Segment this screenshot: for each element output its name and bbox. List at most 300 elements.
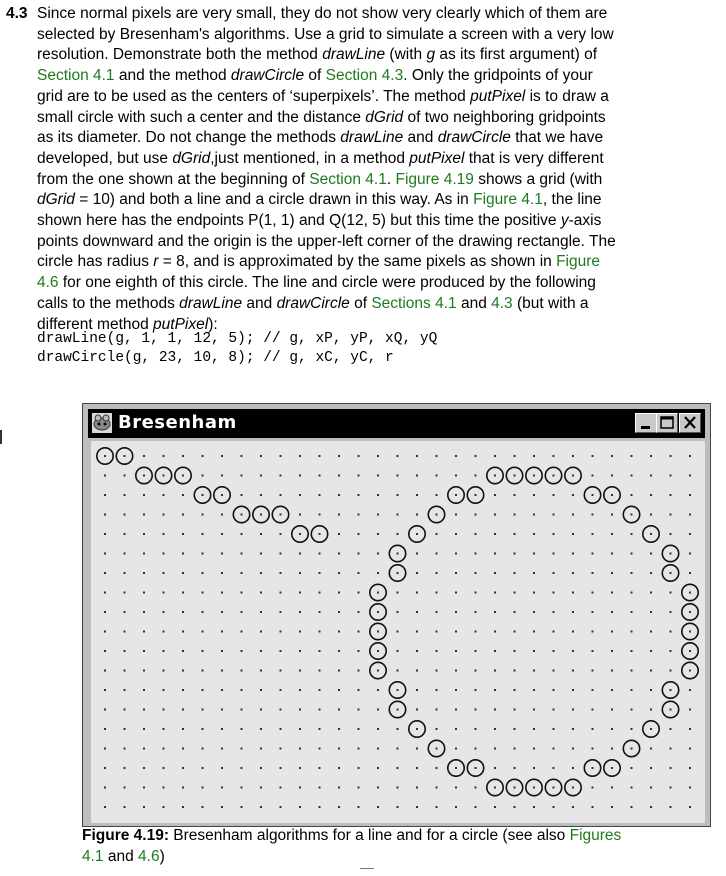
grid-point (592, 767, 594, 769)
grid-point (338, 553, 340, 555)
grid-point (319, 787, 321, 789)
grid-point (104, 709, 106, 711)
grid-point (358, 514, 360, 516)
grid-point (592, 670, 594, 672)
caption-link-4-6[interactable]: 4.6 (138, 847, 160, 865)
grid-point (514, 767, 516, 769)
exercise-text (37, 4, 721, 335)
grid-point (572, 514, 574, 516)
grid-point (260, 611, 262, 613)
grid-point (475, 748, 477, 750)
grid-point (260, 494, 262, 496)
bresenham-window[interactable] (82, 403, 711, 827)
grid-point (475, 611, 477, 613)
grid-point (163, 709, 165, 711)
caption-and: and (103, 847, 139, 865)
grid-point (455, 611, 457, 613)
text-segment: (but with a (512, 294, 589, 312)
grid-point (397, 767, 399, 769)
grid-point (514, 572, 516, 574)
grid-point (553, 670, 555, 672)
grid-point (241, 592, 243, 594)
grid-point (611, 670, 613, 672)
grid-point (280, 748, 282, 750)
grid-point (670, 689, 672, 691)
grid-point (163, 787, 165, 789)
grid-point (416, 767, 418, 769)
grid-point (319, 806, 321, 808)
grid-point (338, 650, 340, 652)
grid-point (553, 592, 555, 594)
grid-point (260, 572, 262, 574)
grid-point (670, 787, 672, 789)
grid-point (124, 748, 126, 750)
grid-point (650, 787, 652, 789)
grid-point (377, 553, 379, 555)
grid-point (670, 572, 672, 574)
grid-point (202, 475, 204, 477)
grid-point (202, 592, 204, 594)
grid-point (241, 728, 243, 730)
grid-point (592, 475, 594, 477)
grid-point (689, 806, 691, 808)
grid-point (163, 533, 165, 535)
grid-point (397, 455, 399, 457)
grid-point (143, 631, 145, 633)
grid-point (631, 670, 633, 672)
grid-point (416, 592, 418, 594)
grid-point (124, 572, 126, 574)
close-button[interactable] (679, 413, 701, 433)
grid-point (455, 670, 457, 672)
grid-point (494, 650, 496, 652)
grid-point (416, 611, 418, 613)
grid-point (182, 611, 184, 613)
text-segment: as its first argument) of (435, 46, 598, 64)
grid-point (611, 455, 613, 457)
grid-point (689, 728, 691, 730)
grid-point (514, 455, 516, 457)
text-segment: ): (208, 315, 218, 333)
grid-point (572, 631, 574, 633)
grid-point (124, 533, 126, 535)
grid-point (416, 494, 418, 496)
cross-reference-link[interactable]: Section 4.1 (309, 170, 387, 188)
grid-point (280, 787, 282, 789)
text-segment: . (386, 170, 396, 188)
grid-point (689, 514, 691, 516)
grid-point (650, 748, 652, 750)
grid-point (631, 631, 633, 633)
grid-point (494, 728, 496, 730)
grid-point (553, 631, 555, 633)
text-segment: . Only the gridpoints of your (403, 67, 593, 85)
grid-point (514, 611, 516, 613)
grid-point (104, 553, 106, 555)
grid-point (455, 475, 457, 477)
grid-point (650, 767, 652, 769)
grid-point (221, 592, 223, 594)
grid-point (494, 787, 496, 789)
grid-point (553, 689, 555, 691)
grid-point (280, 592, 282, 594)
grid-point (533, 728, 535, 730)
grid-point (182, 455, 184, 457)
grid-point (260, 475, 262, 477)
grid-point (260, 787, 262, 789)
exercise-number: 4.3 (6, 5, 28, 22)
grid-point (631, 689, 633, 691)
grid-point (455, 767, 457, 769)
grid-point (202, 650, 204, 652)
grid-point (689, 455, 691, 457)
grid-point (202, 514, 204, 516)
grid-point (377, 592, 379, 594)
grid-point (592, 650, 594, 652)
grid-point (475, 787, 477, 789)
grid-point (650, 631, 652, 633)
grid-point (260, 553, 262, 555)
cross-reference-link[interactable]: Figure (556, 253, 601, 271)
grid-point (494, 689, 496, 691)
grid-point (182, 670, 184, 672)
grid-point (241, 670, 243, 672)
grid-point (163, 806, 165, 808)
grid-point (572, 455, 574, 457)
grid-point (299, 553, 301, 555)
cross-reference-link[interactable]: 4.3 (491, 294, 513, 312)
grid-point (514, 728, 516, 730)
grid-point (338, 787, 340, 789)
grid-point (553, 611, 555, 613)
grid-point (689, 709, 691, 711)
grid-point (124, 514, 126, 516)
grid-point (514, 553, 516, 555)
grid-point (319, 767, 321, 769)
grid-point (260, 670, 262, 672)
cross-reference-link[interactable]: Section 4.1 (37, 67, 115, 85)
grid-point (397, 728, 399, 730)
grid-point (358, 475, 360, 477)
grid-point (319, 709, 321, 711)
grid-point (416, 533, 418, 535)
grid-point (124, 611, 126, 613)
grid-point (650, 475, 652, 477)
text-segment: calls to the methods (37, 294, 180, 312)
grid-point (475, 533, 477, 535)
exercise-line (37, 87, 721, 108)
grid-point (416, 728, 418, 730)
grid-point (436, 533, 438, 535)
grid-point (397, 806, 399, 808)
grid-point (572, 592, 574, 594)
minimize-button[interactable] (635, 413, 657, 433)
grid-point (358, 533, 360, 535)
grid-point (221, 650, 223, 652)
grid-point (319, 494, 321, 496)
grid-point (358, 631, 360, 633)
emphasis-text: r (153, 253, 159, 271)
grid-point (338, 670, 340, 672)
grid-point (182, 553, 184, 555)
grid-point (611, 650, 613, 652)
grid-point (631, 748, 633, 750)
grid-point (319, 611, 321, 613)
grid-point (124, 592, 126, 594)
grid-point (494, 767, 496, 769)
grid-point (416, 806, 418, 808)
grid-point (397, 592, 399, 594)
grid-point (611, 709, 613, 711)
grid-point (475, 592, 477, 594)
grid-point (124, 709, 126, 711)
grid-point (494, 494, 496, 496)
grid-point (397, 572, 399, 574)
emphasis-text: g (426, 46, 436, 64)
cross-reference-link[interactable]: Figure 4.1 (473, 191, 543, 209)
grid-point (221, 455, 223, 457)
grid-point (611, 728, 613, 730)
grid-point (533, 592, 535, 594)
text-segment: shows a grid (with (473, 170, 603, 188)
grid-point (182, 572, 184, 574)
grid-point (689, 592, 691, 594)
grid-point (455, 592, 457, 594)
grid-point (202, 533, 204, 535)
grid-point (631, 709, 633, 711)
text-segment: of (304, 67, 326, 85)
grid-point (689, 670, 691, 672)
grid-point (611, 611, 613, 613)
grid-point (124, 806, 126, 808)
grid-point (670, 631, 672, 633)
grid-point (143, 767, 145, 769)
grid-point (260, 514, 262, 516)
grid-point (494, 748, 496, 750)
grid-point (611, 787, 613, 789)
grid-point (338, 728, 340, 730)
grid-point (241, 572, 243, 574)
grid-point (494, 631, 496, 633)
grid-point (611, 533, 613, 535)
grid-point (592, 709, 594, 711)
grid-point (475, 572, 477, 574)
grid-point (280, 728, 282, 730)
grid-point (202, 709, 204, 711)
code-line-drawcircle: drawCircle(g, 23, 10, 8); // g, xC, yC, r (37, 350, 394, 366)
cross-reference-link[interactable]: 4.6 (37, 274, 59, 292)
grid-point (416, 553, 418, 555)
grid-point (553, 572, 555, 574)
grid-point (553, 806, 555, 808)
grid-point (650, 514, 652, 516)
grid-point (104, 748, 106, 750)
grid-point (280, 455, 282, 457)
grid-point (358, 494, 360, 496)
grid-point (397, 787, 399, 789)
grid-point (572, 709, 574, 711)
grid-point (631, 806, 633, 808)
grid-point (182, 514, 184, 516)
grid-point (475, 650, 477, 652)
grid-point (241, 533, 243, 535)
grid-point (533, 670, 535, 672)
grid-point (124, 670, 126, 672)
grid-point (358, 592, 360, 594)
grid-point (475, 806, 477, 808)
grid-point (104, 572, 106, 574)
grid-point (299, 455, 301, 457)
grid-point (202, 728, 204, 730)
grid-point (104, 787, 106, 789)
grid-point (455, 455, 457, 457)
grid-point (202, 670, 204, 672)
grid-point (143, 728, 145, 730)
grid-point (689, 475, 691, 477)
grid-point (631, 533, 633, 535)
cross-reference-link[interactable]: Sections 4.1 (371, 294, 457, 312)
grid-point (592, 572, 594, 574)
grid-point (124, 728, 126, 730)
grid-point (611, 748, 613, 750)
grid-point (670, 670, 672, 672)
text-segment: selected by Bresenham's algorithms. Use a grid to simulate a screen with a very low (37, 25, 614, 43)
grid-point (397, 689, 399, 691)
grid-point (631, 475, 633, 477)
grid-point (611, 767, 613, 769)
grid-point (319, 553, 321, 555)
superpixel-grid (91, 441, 705, 823)
grid-point (163, 611, 165, 613)
grid-point (494, 709, 496, 711)
grid-point (377, 728, 379, 730)
grid-point (572, 728, 574, 730)
grid-point (319, 533, 321, 535)
text-segment: shown here has the endpoints P(1, 1) and Q(12, 5) but this time the positive (37, 212, 561, 230)
grid-point (670, 553, 672, 555)
emphasis-text: drawLine (322, 46, 386, 64)
grid-point (358, 650, 360, 652)
grid-point (631, 767, 633, 769)
grid-point (436, 631, 438, 633)
grid-point (650, 455, 652, 457)
grid-point (163, 494, 165, 496)
grid-point (299, 650, 301, 652)
grid-point (416, 455, 418, 457)
grid-point (202, 689, 204, 691)
text-segment: different method (37, 315, 154, 333)
grid-point (670, 475, 672, 477)
grid-point (455, 514, 457, 516)
grid-point (280, 709, 282, 711)
grid-point (377, 572, 379, 574)
exercise-line (37, 170, 721, 191)
grid-point (221, 533, 223, 535)
grid-point (553, 787, 555, 789)
grid-point (163, 514, 165, 516)
grid-point (358, 748, 360, 750)
grid-point (221, 514, 223, 516)
exercise-line (37, 25, 721, 46)
grid-point (592, 494, 594, 496)
grid-point (514, 709, 516, 711)
grid-point (182, 728, 184, 730)
text-segment: that we have (510, 129, 604, 147)
grid-point (260, 689, 262, 691)
cross-reference-link[interactable]: Section 4.3 (325, 67, 404, 85)
emphasis-text: putPixel (470, 87, 526, 105)
grid-point (436, 806, 438, 808)
grid-point (416, 709, 418, 711)
grid-point (241, 514, 243, 516)
grid-point (455, 553, 457, 555)
grid-point (143, 806, 145, 808)
caption-link-figures[interactable]: Figures (569, 827, 622, 844)
grid-point (475, 631, 477, 633)
grid-point (650, 592, 652, 594)
grid-point (455, 787, 457, 789)
grid-point (338, 709, 340, 711)
caption-text: Bresenham algorithms for a line and for a circle (see also (169, 827, 570, 844)
grid-point (260, 533, 262, 535)
grid-point (572, 611, 574, 613)
grid-point (299, 670, 301, 672)
cross-reference-link[interactable]: Figure 4.19 (395, 170, 474, 188)
grid-point (143, 475, 145, 477)
grid-point (182, 592, 184, 594)
grid-point (319, 689, 321, 691)
grid-point (124, 650, 126, 652)
grid-point (611, 514, 613, 516)
maximize-button[interactable] (656, 413, 678, 433)
grid-point (553, 514, 555, 516)
minimize-icon (636, 414, 656, 432)
grid-point (104, 475, 106, 477)
grid-point (338, 514, 340, 516)
grid-point (631, 572, 633, 574)
grid-point (533, 650, 535, 652)
grid-point (475, 689, 477, 691)
grid-point (377, 494, 379, 496)
bresenham-app-icon[interactable] (91, 412, 113, 434)
grid-point (689, 572, 691, 574)
grid-point (143, 592, 145, 594)
text-segment: and the method (114, 67, 231, 85)
grid-point (631, 494, 633, 496)
grid-point (572, 572, 574, 574)
caption-link-4-1[interactable]: 4.1 (82, 847, 104, 865)
grid-point (670, 494, 672, 496)
text-segment: (with (385, 46, 427, 64)
grid-point (455, 631, 457, 633)
grid-point (650, 689, 652, 691)
grid-point (280, 650, 282, 652)
grid-point (104, 806, 106, 808)
grid-point (299, 631, 301, 633)
window-titlebar[interactable] (88, 409, 705, 438)
grid-point (533, 533, 535, 535)
caption-label: Figure 4.19: (82, 827, 169, 844)
grid-point (104, 670, 106, 672)
text-segment: developed, but use (37, 149, 173, 167)
grid-point (377, 533, 379, 535)
grid-point (182, 709, 184, 711)
grid-point (143, 787, 145, 789)
grid-point (650, 670, 652, 672)
grid-point (260, 806, 262, 808)
grid-point (572, 689, 574, 691)
grid-point (689, 767, 691, 769)
